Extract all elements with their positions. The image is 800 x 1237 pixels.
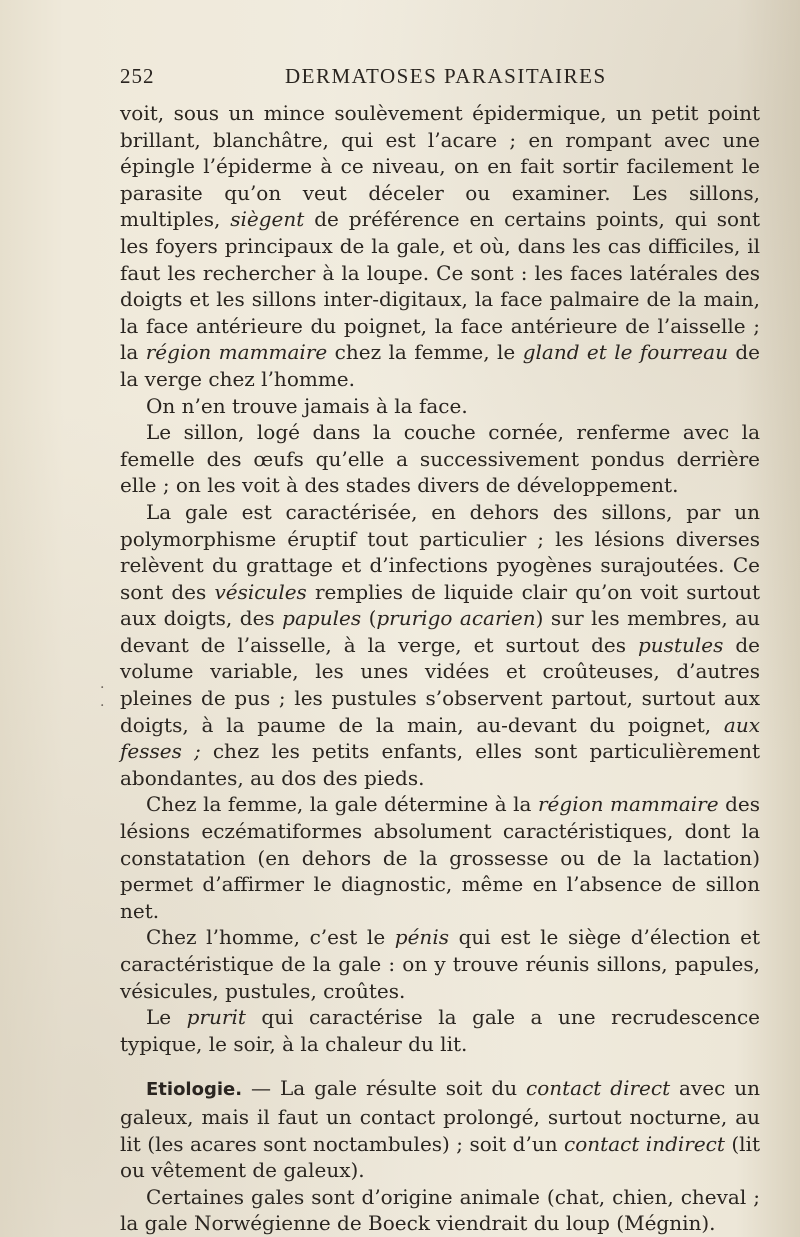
text-run: Le [146,1005,187,1030]
text-run: Chez la femme, la gale détermine à la [146,792,538,817]
italic-term: vésicules [214,579,307,604]
text-run: des lésions eczématiformes absolument caractéristiques, dont la constatation (en dehors de la grossesse ou de la lactation) permet d’affirmer le diagnostic, même en l’absence de sillon net. [120,792,760,923]
italic-term: pénis [394,925,449,950]
text-run: Le sillon, logé dans la couche cornée, renferme avec la femelle des œufs qu’elle a successivement pondus derrière elle ; on les voit à des stades divers de développement. [120,420,760,498]
text-run: remplies de liquide clair qu’on voit surtout aux doigts, des [120,579,761,631]
paragraph-p8 [120,1075,760,1183]
page-header [120,64,760,94]
text-run: qui est le siège d’élection et caractéristique de la gale : on y trouve réunis sillons, papules, vésicules, pustules, croûtes. [120,925,760,1003]
paragraph-p2 [120,393,760,420]
italic-term: gland et le fourreau [522,340,728,365]
italic-term: région mammaire [538,792,719,817]
running-title: DERMATOSES PARASITAIRES [285,64,607,88]
paragraph-p5 [120,791,760,924]
text-run: Chez l’homme, c’est le [146,925,395,950]
margin-mark: · [100,680,105,696]
text-run: de la verge chez l’homme. [120,340,761,391]
text-run: On n’en trouve jamais à la face. [146,393,468,418]
body-text [120,100,760,1237]
paragraph-p4 [120,499,760,792]
italic-term: pustules [638,632,724,657]
italic-term: prurit [186,1005,246,1030]
paragraph-p6 [120,924,760,1004]
text-run: de volume variable, les unes vidées et croûteuses, d’autres pleines de pus ; les pustules s’observent partout, surtout aux doigts, à la paume de la main, au-devant du poignet, [120,632,760,737]
paragraph-p7 [120,1004,760,1057]
text-run: de préférence en certains points, qui sont les foyers principaux de la gale, et où, dans les cas difficiles, il faut les rechercher à la loupe. Ce sont : les faces latérales des doigts et les sillons inter-digitaux, la face palmaire de la main, la face antérieure du poignet, la face antérieure de l’aisselle ; la [120,207,760,365]
margin-mark: · [100,698,105,714]
text-run: qui caractérise la gale a une recrudescence typique, le soir, à la chaleur du lit. [120,1005,760,1056]
text-run: voit, sous un mince soulèvement épidermique, un petit point brillant, blanchâtre, qui est l’acare ; en rompant avec une épingle l’épiderme à ce niveau, on en fait sortir facilement le parasite qu’on veut déceler ou examiner. Les sillons, multiples, [120,101,760,232]
text-run: La gale est caractérisée, en dehors des sillons, par un polymorphisme éruptif tout particulier ; les lésions diverses relèvent du grattage et d’infections pyogènes surajoutées. Ce sont des [120,499,760,604]
text-run: chez la femme, le [327,340,523,365]
italic-term: région mammaire [145,340,328,365]
section-heading: Etiologie. [146,1079,243,1101]
italic-term: papules [282,606,362,631]
paragraph-p3 [120,419,760,499]
italic-term: contact direct [526,1076,671,1101]
italic-term: siègent [230,207,305,232]
text-run: Certaines gales sont d’origine animale (chat, chien, cheval ; la gale Norwégienne de Boeck viendrait du loup (Mégnin). [120,1184,760,1236]
text-run: ) sur les membres, au devant de l’aisselle, à la verge, et surtout des [120,606,760,657]
page-number: 252 [120,64,155,88]
paragraph-p1 [120,100,760,393]
text-run: (lit ou vêtement de galeux). [120,1131,760,1183]
paragraph-p9 [120,1184,760,1237]
text-run: ( [361,606,377,631]
text-run: avec un galeux, mais il faut un contact prolongé, surtout nocturne, au lit (les acares sont noctambules) ; soit d’un [120,1076,760,1156]
italic-term: aux fesses ; [120,712,760,764]
text-run: chez les petits enfants, elles sont particulièrement abondantes, au dos des pieds. [120,739,760,790]
text-run: — La gale résulte soit du [242,1076,527,1101]
italic-term: contact indirect [564,1131,725,1156]
section-gap [120,1057,760,1075]
italic-term: prurigo acarien [376,606,536,631]
